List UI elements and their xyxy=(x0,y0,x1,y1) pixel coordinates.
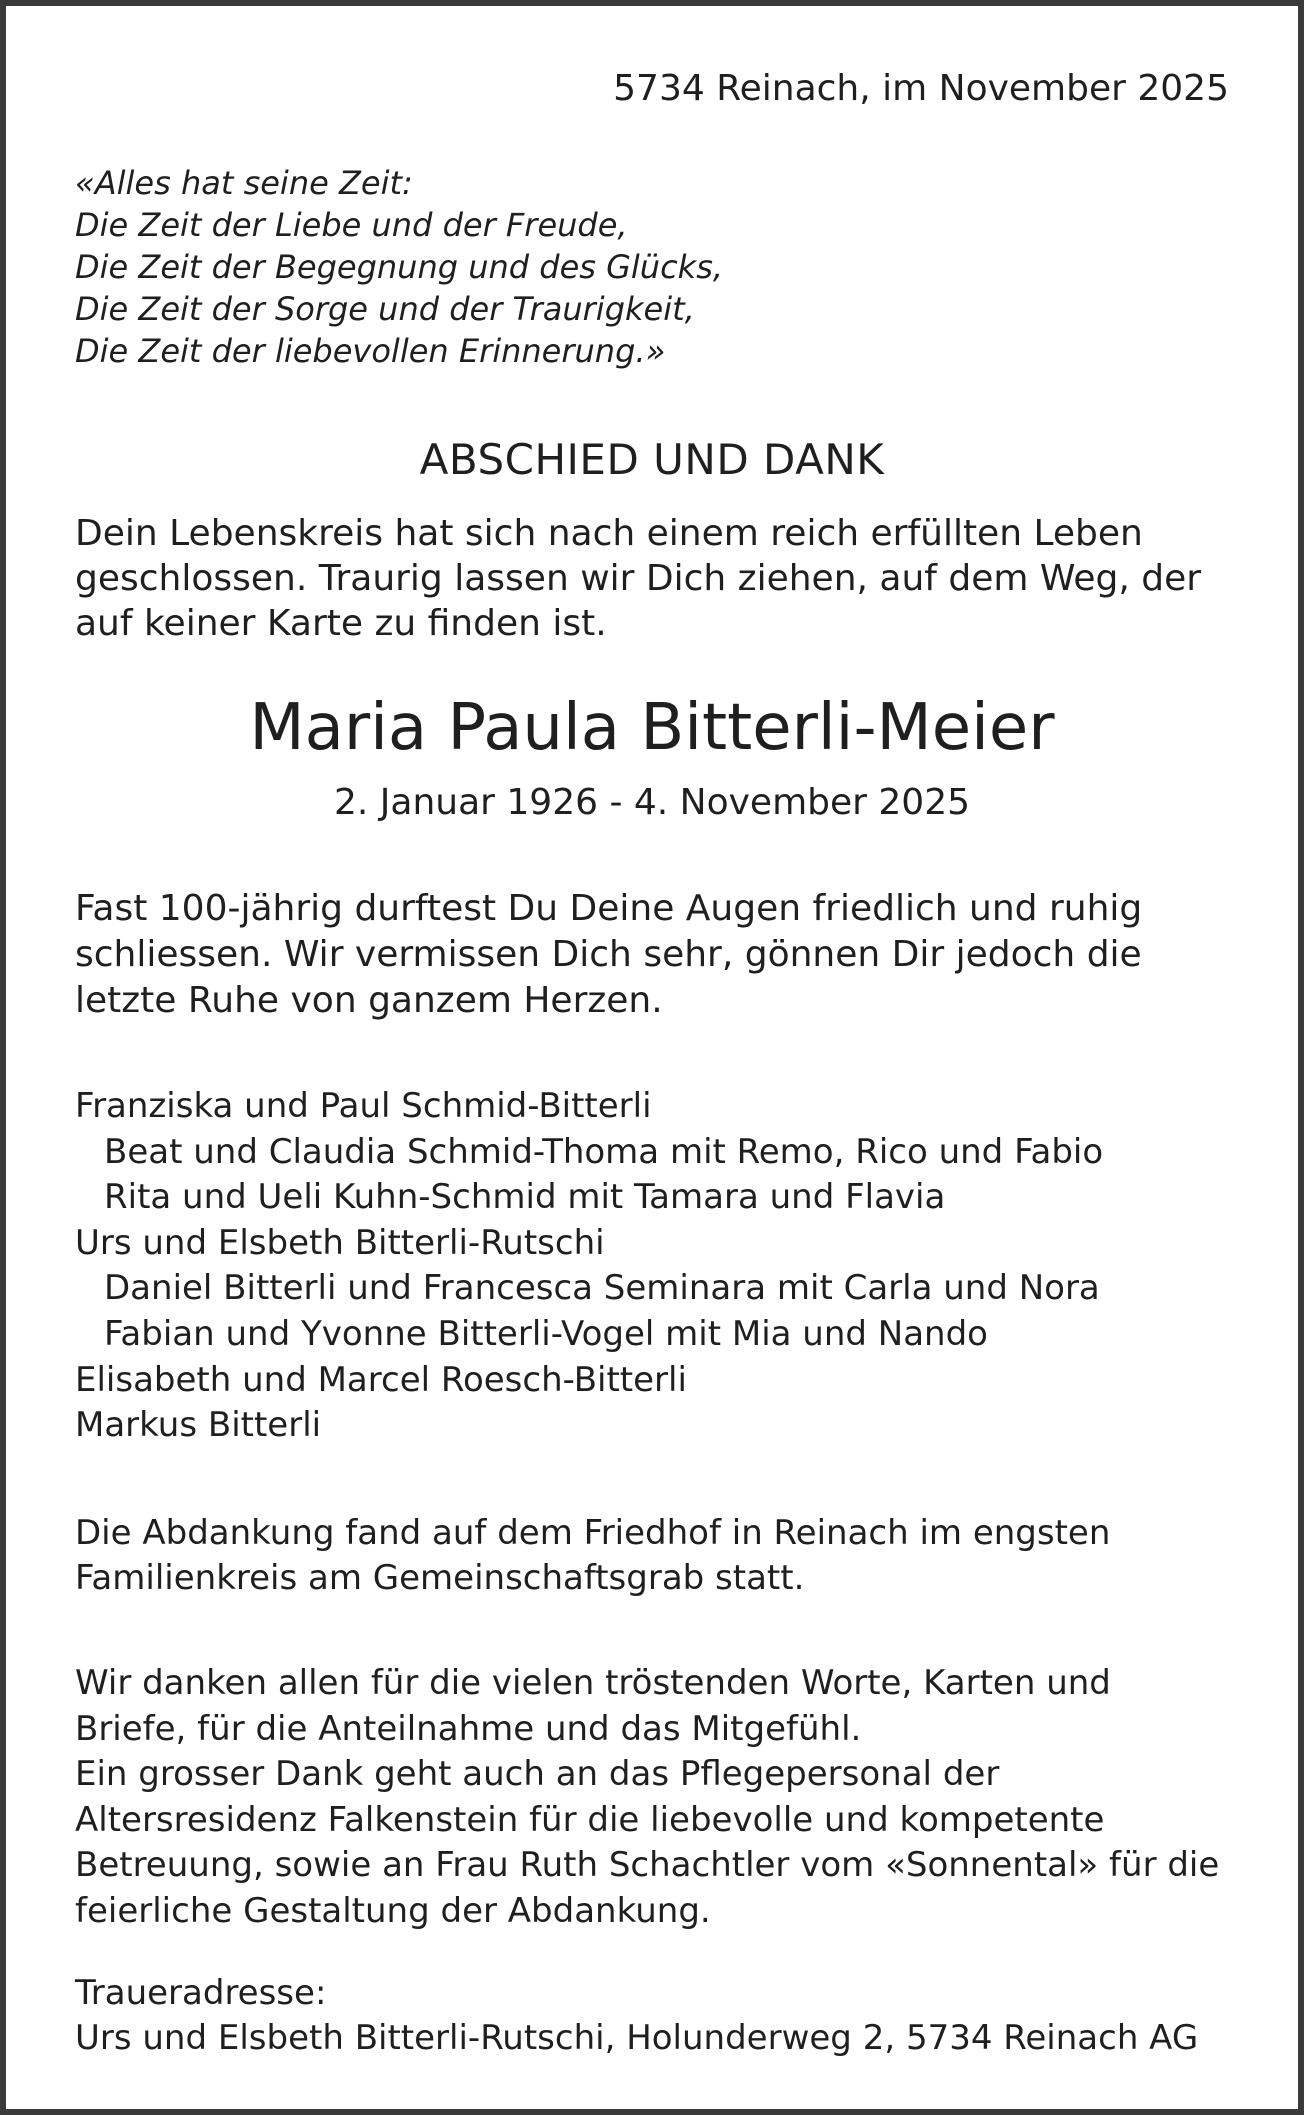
section-heading: ABSCHIED UND DANK xyxy=(419,435,885,484)
thanks-paragraph: Ein grosser Dank geht auch an das Pflegepersonal der Altersresidenz Falkenstein für die liebevolle und kompetente Betreuung, sowie an Frau Ruth Schachtler vom «Sonnental» für die feierliche Gestaltung der Abdankung. xyxy=(75,1754,1220,1931)
family-list xyxy=(75,1084,1229,1449)
family-member: Daniel Bitterli und Francesca Seminara mit Carla und Nora xyxy=(104,1268,1100,1309)
ceremony-paragraph: Die Abdankung fand auf dem Friedhof in Reinach im engsten Familienkreis am Gemeinschaftsgrab statt. xyxy=(75,1513,1111,1598)
quote-line: Die Zeit der Sorge und der Traurigkeit, xyxy=(75,290,695,328)
thanks-block xyxy=(75,1661,1229,1935)
thanks-paragraph: Wir danken allen für die vielen tröstenden Worte, Karten und Briefe, für die Anteilnahme und das Mitgefühl. xyxy=(75,1663,1111,1749)
family-member: Rita und Ueli Kuhn-Schmid mit Tamara und Flavia xyxy=(104,1177,946,1218)
family-member: Markus Bitterli xyxy=(75,1405,322,1446)
intro-paragraph: Dein Lebenskreis hat sich nach einem reich erfüllten Leben geschlossen. Traurig lassen wir Dich ziehen, auf dem Weg, der auf keiner Karte zu finden ist. xyxy=(75,513,1202,644)
family-member: Beat und Claudia Schmid-Thoma mit Remo, Rico und Fabio xyxy=(104,1131,1104,1172)
quote-line: Die Zeit der Begegnung und des Glücks, xyxy=(75,248,724,286)
life-dates: 2. Januar 1926 - 4. November 2025 xyxy=(333,782,971,823)
address-value: Urs und Elsbeth Bitterli-Rutschi, Holunderweg 2, 5734 Reinach AG xyxy=(75,2018,1199,2058)
mourning-address xyxy=(75,1971,1229,2061)
family-member: Franziska und Paul Schmid-Bitterli xyxy=(75,1086,652,1126)
deceased-name: Maria Paula Bitterli-Meier xyxy=(249,691,1055,765)
notice-content xyxy=(75,6,1229,2109)
passing-paragraph: Fast 100-jährig durftest Du Deine Augen friedlich und ruhig schliessen. Wir vermissen Dich sehr, gönnen Dir jedoch die letzte Ruhe von ganzem Herzen. xyxy=(75,888,1143,1021)
family-member: Urs und Elsbeth Bitterli-Rutschi xyxy=(75,1222,605,1263)
quote-block xyxy=(75,162,723,372)
address-label: Traueradresse: xyxy=(75,1973,327,2013)
quote-line: Die Zeit der liebevollen Erinnerung.» xyxy=(75,332,666,370)
family-member: Elisabeth und Marcel Roesch-Bitterli xyxy=(75,1359,687,1400)
quote-line: Die Zeit der Liebe und der Freude, xyxy=(75,206,628,244)
place-date: 5734 Reinach, im November 2025 xyxy=(613,68,1229,109)
quote-line: «Alles hat seine Zeit: xyxy=(75,164,413,202)
family-member: Fabian und Yvonne Bitterli-Vogel mit Mia und Nando xyxy=(104,1313,988,1354)
